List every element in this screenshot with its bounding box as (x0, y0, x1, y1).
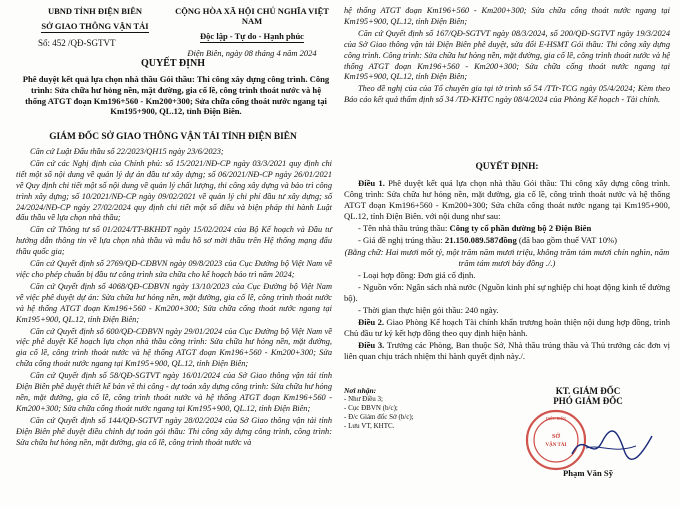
recipient-item: - Cục ĐBVN (b/c); (344, 404, 398, 412)
basis-paragraph: Căn cứ các Nghị định của Chính phủ: số 15/2021/NĐ-CP ngày 03/3/2021 quy định chi tiết một số nội dung về quản lý dự án đầu tư xây dựng; số 06/2021/NĐ-CP ngày 26/01/2021 về Quy định chi tiết một số nội dung về quản lý chất lượng, thi công xây dựng và bảo trì công trình xây dựng; số 10/2021/NĐ-CP ngày 09/02/2021 về quản lý chi phí đầu tư xây dựng; số 24/2024/NĐ-CP ngày 27/02/2024 quy định chi tiết một số điều và biện pháp thi hành Luật đấu thầu về lựa chọn nhà thầu; (16, 158, 332, 223)
basis-paragraph: Căn cứ Quyết định số 600/QĐ-CĐBVN ngày 29/01/2024 của Cục Đường bộ Việt Nam về việc phê duyệt Kế hoạch lựa chọn nhà thầu công trình: Sửa chữa hư hỏng nền, mặt đường, gia cố lề, công trình thoát nước và hệ thống ATGT đoạn Km196+560 - Km200+300; Sửa chữa cống thoát nước ngang tại Km195+900, QL.12, tỉnh Điện Biên; (16, 326, 332, 369)
article-1-text: Phê duyệt kết quả lựa chọn nhà thầu Gói thầu: Thi công xây dựng công trình. Công trình: Sửa chữa hư hỏng nền, mặt đường, gia cố lề, công trình thoát nước và hệ thống ATGT đoạn Km196+560 - Km200+300; Sửa chữa cống thoát nước ngang tại Km195+900, QL.12, tỉnh Điện Biên. với nội dung như sau: (344, 178, 671, 221)
legal-basis-continued (344, 6, 670, 107)
article-3-text: Trưởng các Phòng, Ban thuộc Sở, Nhà thầu trúng thầu và Thủ trưởng các đơn vị liên quan chịu trách nhiệm thi hành quyết định này./. (344, 340, 671, 361)
agency-line1: UBND TỈNH ĐIỆN BIÊN (47, 6, 143, 16)
basis-paragraph: Căn cứ Quyết định số 167/QĐ-SGTVT ngày 08/3/2024, số 200/QĐ-SGTVT ngày 19/3/2024 của Sở Giao thông vận tải Điện Biên phê duyệt, sửa đổi E-HSMT Gói thầu: Thi công xây dựng công trình. Công trình: Sửa chữa hư hỏng nền, mặt đường, gia cố lề, công trình thoát nước và hệ thống ATGT đoạn Km196+560 - Km200+300; Sửa chữa cống thoát nước ngang tại Km195+900, QL.12, tỉnh Điện Biên; (344, 28, 670, 82)
recipients (344, 386, 494, 431)
signature-scribble-icon (566, 424, 656, 464)
basis-paragraph: Căn cứ Quyết định số 2769/QĐ-CĐBVN ngày 09/8/2023 của Cục Đường bộ Việt Nam về việc cho phép chuẩn bị đầu tư công trình sửa chữa cho kế hoạch bảo trì năm 2024; (16, 259, 332, 279)
agency-header (20, 6, 170, 48)
sign-line1: KT. GIÁM ĐỐC (555, 386, 621, 396)
price-words: (Bằng chữ: Hai mươi mốt tỷ, một trăm năm mươi triệu, không trăm tám mươi chín nghìn, năm trăm tám mươi bảy đồng ./.) (344, 247, 670, 268)
svg-text:VẬN TẢI: VẬN TẢI (545, 443, 567, 448)
article-2-text: Giao Phòng Kế hoạch Tài chính khẩn trương hoàn thiện nội dung hợp đồng, trình Chủ đầu tư ký kết hợp đồng theo quy định hiện hành. (344, 317, 670, 338)
article-3 (344, 340, 670, 362)
sign-line2: PHÓ GIÁM ĐỐC (553, 396, 623, 406)
funding-source: - Nguồn vốn: Ngân sách nhà nước (Nguồn kinh phí sự nghiệp chi hoạt động kinh tế đường bộ). (344, 282, 670, 303)
articles (344, 178, 670, 363)
basis-paragraph: Theo đề nghị của của Tổ chuyên gia tại tờ trình số 54 /TTr-TCG ngày 05/4/2024; Kèm theo Báo cáo kết quả thẩm định số 34 /TĐ-KHTC ngày 08/4/2024 của Phòng Kế hoạch - Tài chính. (344, 84, 670, 105)
nation-line1: CỘNG HÒA XÃ HỘI CHỦ NGHĨA VIỆT NAM (175, 6, 329, 26)
article-3-label: Điều 3. (358, 340, 385, 350)
legal-basis (16, 147, 332, 449)
doc-subject: Phê duyệt kết quả lựa chọn nhà thầu Gói thầu: Thi công xây dựng công trình. Công trình: Sửa chữa hư hỏng nền, mặt đường, gia cố lề, công trình thoát nước và hệ thống ATGT đoạn Km196+560 - Km200+300; Sửa chữa cống thoát nước ngang tại Km195+900, QL.12, tỉnh Điện Biên. (22, 74, 330, 117)
signer-name: Phạm Văn Sỹ (563, 468, 613, 478)
winner-label: - Tên nhà thầu trúng thầu: (358, 223, 448, 233)
article-1-label: Điều 1. (358, 178, 385, 188)
basis-paragraph: Căn cứ Thông tư số 01/2024/TT-BKHĐT ngày 15/02/2024 của Bộ Kế hoạch và Đầu tư hướng dẫn thông tin về lựa chọn nhà thầu và mẫu hồ sơ mời thầu trên Hệ thống mạng đấu thầu quốc gia; (16, 225, 332, 257)
price-note: (đã bao gồm thuế VAT 10%) (518, 235, 618, 245)
recipient-item: - Như Điều 3; (344, 395, 383, 403)
basis-paragraph: Căn cứ Quyết định số 4068/QĐ-CĐBVN ngày 13/10/2023 của Cục Đường bộ Việt Nam về việc phê duyệt dự án: Sửa chữa hư hỏng nền, mặt đường, gia cố lề, công trình thoát nước và hệ thống ATGT đoạn Km196+560 - Km200+300; Sửa chữa cống thoát nước ngang tại Km195+900, QL.12, tỉnh Điện Biên; (16, 281, 332, 324)
nation-line2: Độc lập - Tự do - Hạnh phúc (200, 31, 304, 41)
duration: - Thời gian thực hiện gói thầu: 240 ngày. (358, 305, 499, 315)
price-value: 21.150.089.587đồng (444, 235, 517, 245)
winner-line (344, 223, 670, 234)
doc-date: Điện Biên, ngày 08 tháng 4 năm 2024 (187, 48, 317, 58)
recipients-heading: Nơi nhận: (344, 386, 377, 395)
winner-name: Công ty cổ phần đường bộ 2 Điện Biên (449, 223, 592, 233)
recipient-item: - Lưu VT, KHTC. (344, 422, 395, 430)
article-2 (344, 317, 670, 339)
basis-paragraph: Căn cứ Quyết định số 58/QĐ-SGTVT ngày 16/01/2024 của Sở Giao thông vận tải tỉnh Điện Biên phê duyệt thiết kế bản vẽ thi công - dự toán xây dựng công trình: Sửa chữa hư hỏng nền, mặt đường, gia cố lề, công trình thoát nước và hệ thống ATGT đoạn Km196+560 - Km200+300; Sửa chữa cống thoát nước ngang tại Km195+900, QL.12, tỉnh Điện Biên; (16, 371, 332, 413)
article-2-label: Điều 2. (358, 317, 385, 327)
doc-number: Số: 452 /QĐ-SGTVT (38, 38, 116, 48)
basis-paragraph: Căn cứ Luật Đấu thầu số 22/2023/QH15 ngày 23/6/2023; (30, 147, 224, 156)
contract-type: - Loại hợp đồng: Đơn giá cố định. (358, 270, 476, 280)
decides-heading: QUYẾT ĐỊNH: (475, 162, 539, 172)
issuer-title: GIÁM ĐỐC SỞ GIAO THÔNG VẬN TẢI TỈNH ĐIỆN BIÊN (49, 132, 297, 142)
price-line (344, 235, 670, 246)
basis-paragraph: Căn cứ Quyết định số 144/QĐ-SGTVT ngày 28/02/2024 của Sở Giao thông vận tải tỉnh Điện Biên phê duyệt điều chỉnh dự toán gói thầu: Thi công xây dựng công trình, công trình: Sửa chữa hư hỏng nền, mặt đường, gia cố lề, công trình thoát nước và (16, 415, 332, 447)
svg-text:ĐIỆN BIÊN: ĐIỆN BIÊN (546, 416, 566, 421)
signature-block (506, 386, 670, 478)
price-label: - Giá đề nghị trúng thầu: (358, 235, 443, 245)
nation-header (166, 6, 338, 58)
article-1 (344, 178, 670, 222)
svg-text:SỞ: SỞ (551, 434, 561, 440)
agency-line2: SỞ GIAO THÔNG VẬN TẢI (41, 21, 149, 31)
doc-title: QUYẾT ĐỊNH (141, 58, 205, 69)
basis-paragraph: hệ thống ATGT đoạn Km196+560 - Km200+300; Sửa chữa cống thoát nước ngang tại Km195+900, QL.12, tỉnh Điện Biên; (344, 6, 670, 26)
recipient-item: - Đ/c Giám đốc Sở (b/c); (344, 413, 414, 421)
